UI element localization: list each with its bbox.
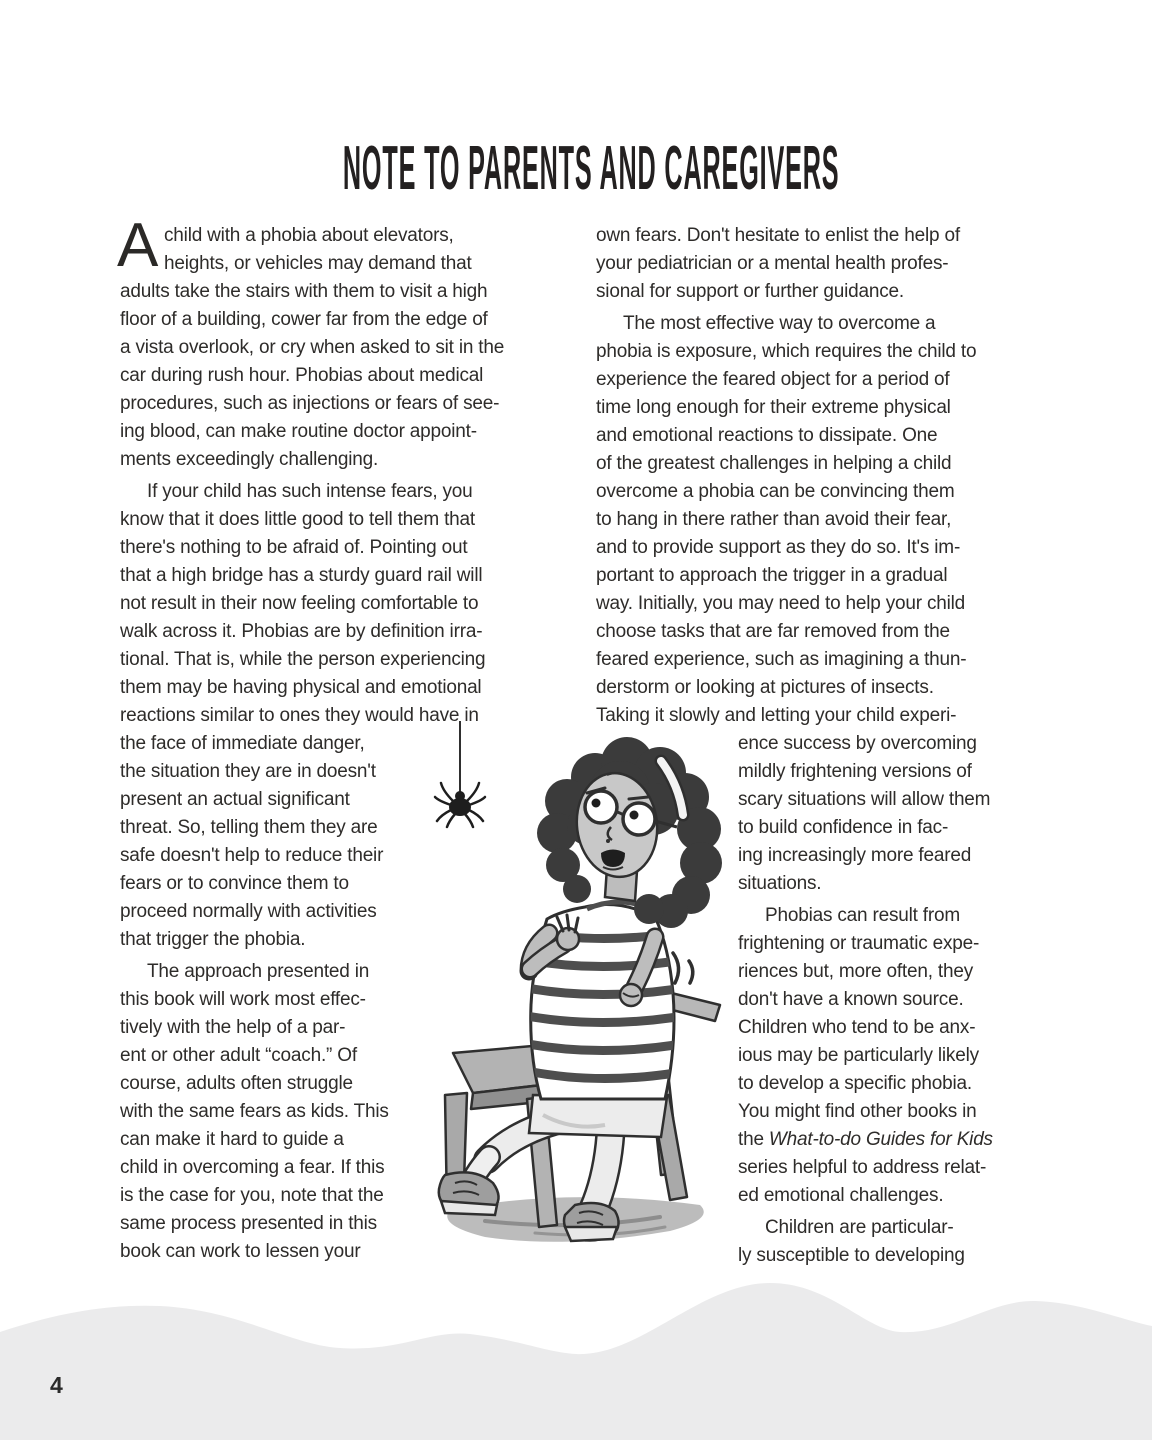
text-line: floor of a building, cower far from the edge of bbox=[120, 309, 488, 330]
spider-icon bbox=[435, 721, 485, 827]
text-line: sional for support or further guidance. bbox=[596, 281, 904, 302]
text-line: to build confidence in fac- bbox=[738, 817, 949, 838]
text-line: fears or to convince them to bbox=[120, 873, 349, 894]
text-line: that trigger the phobia. bbox=[120, 929, 306, 950]
text-line: ments exceedingly challenging. bbox=[120, 449, 379, 470]
text-line: know that it does little good to tell them that bbox=[120, 509, 475, 530]
text-line: can make it hard to guide a bbox=[120, 1129, 344, 1150]
text-line: ing blood, can make routine doctor appoint- bbox=[120, 421, 477, 442]
page-title bbox=[0, 132, 1152, 203]
motion-lines bbox=[673, 953, 693, 983]
text-line: the situation they are in doesn't bbox=[120, 761, 376, 782]
page-number: 4 bbox=[50, 1372, 63, 1398]
text-line: procedures, such as injections or fears of see- bbox=[120, 393, 500, 414]
text-line: and emotional reactions to dissipate. One bbox=[596, 425, 938, 446]
text-line: the face of immediate danger, bbox=[120, 733, 365, 754]
text-line: situations. bbox=[738, 873, 822, 894]
text-line: way. Initially, you may need to help your child bbox=[596, 593, 966, 614]
text-line: a vista overlook, or cry when asked to sit in the bbox=[120, 337, 505, 358]
text-line: threat. So, telling them they are bbox=[120, 817, 378, 838]
text-line: If your child has such intense fears, you bbox=[147, 481, 473, 502]
text-line: proceed normally with activities bbox=[120, 901, 377, 922]
text-line: course, adults often struggle bbox=[120, 1073, 353, 1094]
text-line: Children who tend to be anx- bbox=[738, 1017, 976, 1038]
text-line: phobia is exposure, which requires the child to bbox=[596, 341, 977, 362]
text-line: not result in their now feeling comfortable to bbox=[120, 593, 479, 614]
text-line bbox=[738, 1126, 1033, 1154]
text-line: that a high bridge has a sturdy guard rail will bbox=[120, 565, 483, 586]
text-line: them may be having physical and emotional bbox=[120, 677, 482, 698]
sneaker-right bbox=[564, 1203, 619, 1241]
text-line: overcome a phobia can be convincing them bbox=[596, 481, 955, 502]
text-line: experience the feared object for a period of bbox=[596, 369, 950, 390]
text-line: of the greatest challenges in helping a child bbox=[596, 453, 952, 474]
text-run: the bbox=[738, 1129, 769, 1150]
text-line: adults take the stairs with them to visit a high bbox=[120, 281, 488, 302]
text-line: safe doesn't help to reduce their bbox=[120, 845, 384, 866]
text-line: book can work to lessen your bbox=[120, 1241, 361, 1262]
text-line: own fears. Don't hesitate to enlist the help of bbox=[596, 225, 960, 246]
text-line: to hang in there rather than avoid their fear, bbox=[596, 509, 952, 530]
text-line: frightening or traumatic expe- bbox=[738, 933, 980, 954]
text-line: The most effective way to overcome a bbox=[623, 313, 936, 334]
text-line: child with a phobia about elevators, bbox=[164, 225, 454, 246]
text-line: Taking it slowly and letting your child experi- bbox=[596, 705, 957, 726]
text-line: heights, or vehicles may demand that bbox=[164, 253, 472, 274]
text-line: don't have a known source. bbox=[738, 989, 964, 1010]
text-line: Phobias can result from bbox=[765, 905, 960, 926]
text-line: ed emotional challenges. bbox=[738, 1185, 944, 1206]
text-line: riences but, more often, they bbox=[738, 961, 973, 982]
sneaker-left bbox=[439, 1172, 499, 1215]
paragraph bbox=[596, 222, 1033, 306]
text-line: time long enough for their extreme physical bbox=[596, 397, 951, 418]
text-line: tional. That is, while the person experiencing bbox=[120, 649, 486, 670]
text-line: mildly frightening versions of bbox=[738, 761, 972, 782]
text-line: ly susceptible to developing bbox=[738, 1245, 965, 1266]
text-line: The approach presented in bbox=[147, 961, 370, 982]
paragraph bbox=[120, 222, 566, 474]
text-line: series helpful to address relat- bbox=[738, 1157, 987, 1178]
text-line: derstorm or looking at pictures of insects. bbox=[596, 677, 934, 698]
page-title-text: NOTE TO PARENTS AND CAREGIVERS bbox=[342, 132, 840, 203]
text-line: is the case for you, note that the bbox=[120, 1185, 384, 1206]
text-line: this book will work most effec- bbox=[120, 989, 366, 1010]
text-line: present an actual significant bbox=[120, 789, 350, 810]
text-line: ent or other adult “coach.” Of bbox=[120, 1045, 357, 1066]
text-line: You might find other books in bbox=[738, 1101, 977, 1122]
text-line: same process presented in this bbox=[120, 1213, 377, 1234]
text-line: reactions similar to ones they would have in bbox=[120, 705, 479, 726]
text-line: there's nothing to be afraid of. Pointing out bbox=[120, 537, 468, 558]
text-line: Children are particular- bbox=[765, 1217, 954, 1238]
text-line: your pediatrician or a mental health profes- bbox=[596, 253, 949, 274]
drop-cap: A bbox=[117, 211, 159, 280]
text-line: scary situations will allow them bbox=[738, 789, 991, 810]
text-line: tively with the help of a par- bbox=[120, 1017, 346, 1038]
footer-wave bbox=[0, 1275, 1152, 1440]
text-line: ious may be particularly likely bbox=[738, 1045, 979, 1066]
text-line: feared experience, such as imagining a thun- bbox=[596, 649, 967, 670]
text-line: portant to approach the trigger in a gradual bbox=[596, 565, 948, 586]
text-line: with the same fears as kids. This bbox=[120, 1101, 389, 1122]
text-line: child in overcoming a fear. If this bbox=[120, 1157, 385, 1178]
text-line: and to provide support as they do so. It's im- bbox=[596, 537, 961, 558]
text-line: ing increasingly more feared bbox=[738, 845, 972, 866]
series-title-italic: What-to-do Guides for Kids bbox=[768, 1129, 993, 1150]
illustration bbox=[415, 705, 745, 1265]
text-line: choose tasks that are far removed from the bbox=[596, 621, 950, 642]
text-line: to develop a specific phobia. bbox=[738, 1073, 972, 1094]
text-line: ence success by overcoming bbox=[738, 733, 977, 754]
text-line: walk across it. Phobias are by definition irra- bbox=[120, 621, 483, 642]
text-line: car during rush hour. Phobias about medical bbox=[120, 365, 484, 386]
